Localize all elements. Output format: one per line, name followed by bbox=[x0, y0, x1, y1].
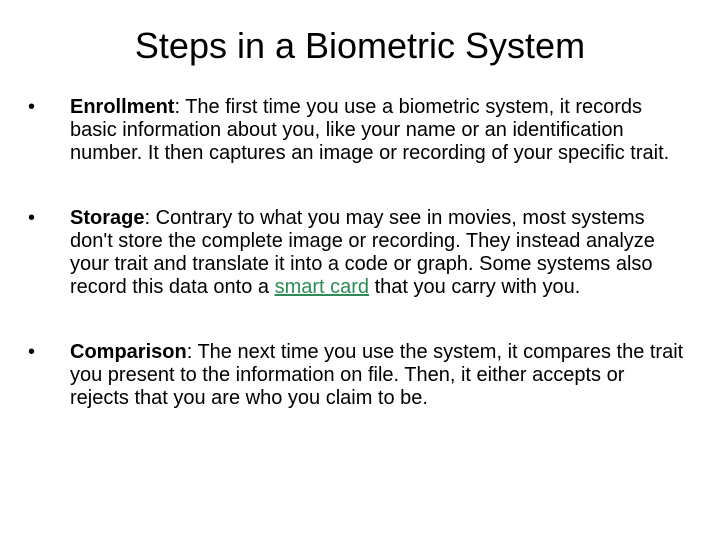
bullet-enrollment bbox=[28, 96, 688, 165]
description-enrollment: The first time you use a biometric system, it records basic information about you, like your name or an identification number. It then captures an image or recording of your specific trait. bbox=[70, 96, 670, 164]
bullet-storage bbox=[28, 207, 688, 299]
smart-card-link[interactable]: smart card bbox=[274, 276, 370, 298]
bullet-dot-icon: • bbox=[28, 207, 36, 229]
term-comparison: Comparison bbox=[70, 341, 187, 363]
term-separator: : bbox=[186, 341, 193, 363]
bullet-dot-icon: • bbox=[28, 341, 36, 363]
description-comparison: The next time you use the system, it compares the trait you present to the information on file. Then, it either accepts or rejects that you are who you claim to be. bbox=[70, 341, 684, 409]
term-enrollment: Enrollment bbox=[70, 96, 175, 118]
term-separator: : bbox=[144, 207, 151, 229]
term-separator: : bbox=[174, 96, 181, 118]
term-storage: Storage bbox=[70, 207, 145, 229]
bullet-list bbox=[28, 96, 688, 452]
slide-title: Steps in a Biometric System bbox=[134, 25, 586, 66]
bullet-dot-icon: • bbox=[28, 96, 36, 118]
description-storage-part2: that you carry with you. bbox=[369, 276, 581, 298]
description-storage-part1: Contrary to what you may see in movies, most systems don't store the complete image or recording. They instead analyze your trait and translate it into a code or graph. Some systems also record this data onto a bbox=[70, 207, 655, 298]
bullet-comparison bbox=[28, 341, 688, 410]
